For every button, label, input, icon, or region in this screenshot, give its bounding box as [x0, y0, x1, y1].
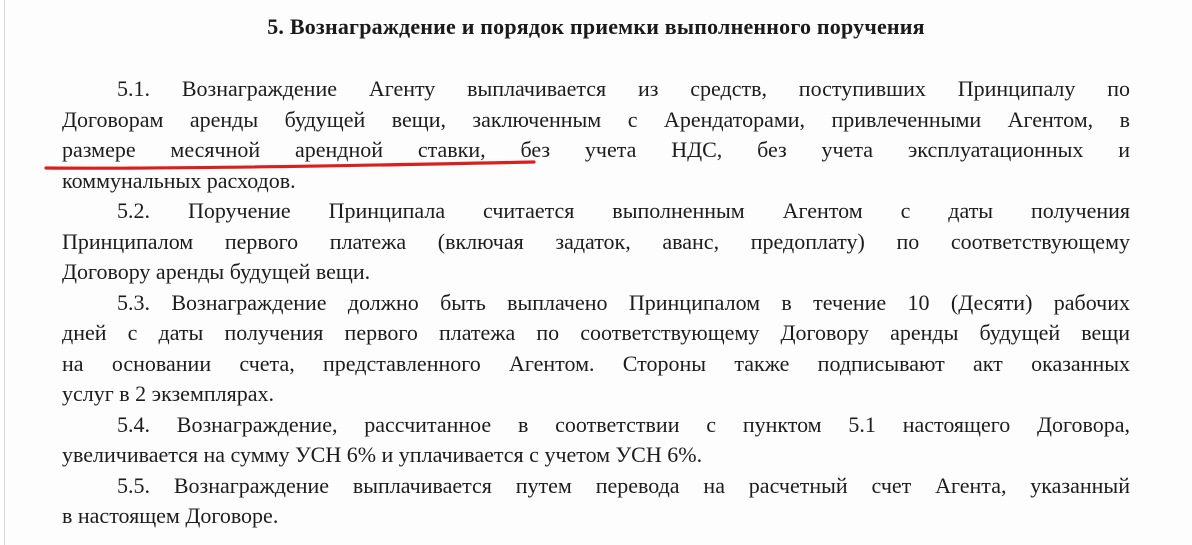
- clause-5-5: [62, 471, 1130, 532]
- clause-5-2: [62, 196, 1130, 288]
- section-heading: 5. Вознаграждение и порядок приемки выполненного поручения: [267, 14, 925, 39]
- section-body: [62, 74, 1130, 532]
- text-line: размере месячной арендной ставки, без учета НДС, без учета эксплуатационных и: [62, 137, 1130, 162]
- text-line: Договорам аренды будущей вещи, заключенным с Арендаторами, привлеченными Агентом, в: [62, 106, 1130, 132]
- text-line: услуг в 2 экземплярах.: [62, 381, 275, 406]
- text-line: 5.2. Поручение Принципала считается выполненным Агентом с даты получения: [117, 198, 1130, 223]
- text-line: увеличивается на сумму УСН 6% и уплачивается с учетом УСН 6%.: [62, 442, 703, 467]
- text-line: Принципалом первого платежа (включая задаток, аванс, предоплату) по соответствующему: [62, 228, 1130, 254]
- text-line: Договору аренды будущей вещи.: [62, 259, 371, 284]
- text-line: коммунальных расходов.: [62, 167, 296, 193]
- clause-5-3: [62, 288, 1130, 410]
- text-line: на основании счета, представленного Агентом. Стороны также подписывают акт оказанных: [62, 350, 1130, 376]
- text-line: 5.5. Вознаграждение выплачивается путем перевода на расчетный счет Агента, указанный: [117, 472, 1130, 498]
- text-line: 5.4. Вознаграждение, рассчитанное в соответствии с пунктом 5.1 настоящего Договора,: [117, 411, 1130, 437]
- clause-5-4: [62, 410, 1130, 471]
- scan-edge: [4, 0, 5, 545]
- text-line: в настоящем Договоре.: [62, 503, 279, 528]
- text-line: 5.3. Вознаграждение должно быть выплачено Принципалом в течение 10 (Десяти) рабочих: [117, 289, 1130, 315]
- clause-5-1: [62, 74, 1130, 196]
- text-line: дней с даты получения первого платежа по соответствующему Договору аренды будущей вещи: [62, 320, 1130, 345]
- text-line: 5.1. Вознаграждение Агенту выплачивается из средств, поступивших Принципалу по: [117, 76, 1130, 101]
